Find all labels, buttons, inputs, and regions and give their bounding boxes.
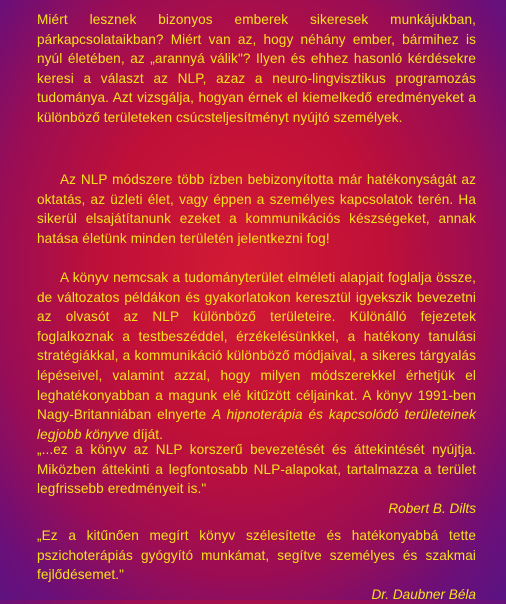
quote-daubner xyxy=(37,526,476,604)
quote-author: Dr. Daubner Béla xyxy=(371,586,476,602)
quote-text: „...ez a könyv az NLP korszerű bevezetését és áttekintését nyújtja. Miközben áttekinti a legfontosabb NLP-alapokat, tartalmazza a terület legfrissebb eredményeit is." xyxy=(37,442,476,497)
book-description-paragraph xyxy=(37,268,476,444)
quote-dilts xyxy=(37,440,476,518)
book-description-text: A könyv nemcsak a tudományterület elméleti alapjait foglalja össze, de változatos példákon és gyakorlatokon keresztül igyekszik bevezetni az olvasót az NLP különböző területeire. Különálló fejezetek foglalkoznak a testbeszéddel, érzékelésünkkel, a hatékony tanulási stratégiákkal, a kommunikáció különböző módjaival, a sikeres tárgyalás lépéseivel, valamint azzal, hogy milyen módszerekkel érhetjük el leghatékonyabban a magunk elé kitűzött céljainkat. A könyv 1991-ben Nagy-Britanniában elnyerte xyxy=(37,270,476,423)
book-description-end: díját. xyxy=(129,426,164,442)
quote-text: „Ez a kitűnően megírt könyv szélesítette és hatékonyabbá tette pszichoterápiás gyógyító munkámat, segítve személyes és szakmai fejlődésemet." xyxy=(37,528,476,583)
intro-paragraph: Miért lesznek bizonyos emberek sikeresek munkájukban, párkapcsolataikban? Miért van az, hogy néhány ember, bármihez is nyúl életében, az „arannyá válik"? Ilyen és ehhez hasonló kérdésekre keresi a választ az NLP, azaz a neuro-lingvisztikus programozás tudománya. Azt vizsgálja, hogyan érnek el kiemelkedő eredményeket a különböző területeken csúcsteljesítményt nyújtó személyek. xyxy=(37,12,476,125)
award-title: A hipnoterápia és kapcsolódó területeinek legjobb könyve xyxy=(37,407,476,442)
nlp-method-paragraph: Az NLP módszere több ízben bebizonyította már hatékonyságát az oktatás, az üzleti élet, vagy éppen a személyes kapcsolatok terén. Ha sikerül elsajátítanunk ezeket a kommunikációs készségeket, annak hatása életünk minden területén jelentkezni fog! xyxy=(37,172,476,246)
back-cover-text xyxy=(37,10,476,602)
quote-author: Robert B. Dilts xyxy=(388,500,476,516)
